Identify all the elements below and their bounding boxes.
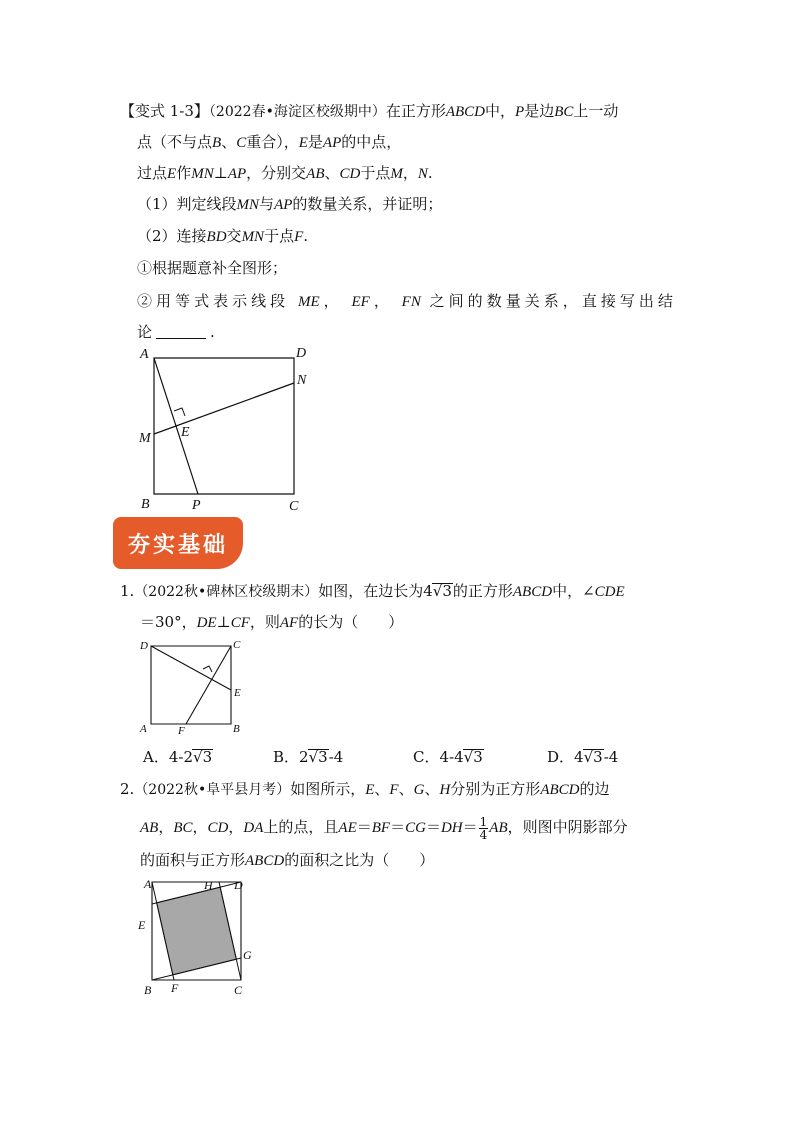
- label-c: C: [289, 499, 299, 514]
- option-b[interactable]: B．2√3-4: [273, 748, 344, 766]
- sqrt-symbol: √3: [432, 582, 452, 600]
- segment-cf: [186, 646, 231, 724]
- label-b-2: B: [144, 983, 152, 997]
- option-c[interactable]: C．4-4√3: [413, 748, 483, 766]
- label-d-1: D: [140, 640, 148, 652]
- problem-2-line-3: 的面积与正方形ABCD的面积之比为（ ）: [140, 851, 435, 869]
- label-g-2: G: [243, 948, 252, 962]
- label-d: D: [296, 346, 307, 361]
- problem-2-line-2: AB，BC，CD，DA上的点，且AE＝BF＝CG＝DH＝ $\frac{1}{4}$ AB，则图中阴影部分: [140, 814, 628, 842]
- variant-line-1: 【变式 1-3】（2022春•海淀区校级期中）在正方形ABCD中，P是边BC上一动: [120, 102, 619, 120]
- problem-1-line-1: 1.（2022秋•碑林区校级期末）如图，在边长为4√3的正方形ABCD中，∠CDE: [120, 582, 625, 600]
- problem-2-number: 2.: [120, 780, 135, 798]
- square-abcd-1: [151, 646, 231, 724]
- label-a-1: A: [140, 723, 147, 735]
- right-angle-mark: [174, 408, 185, 416]
- problem-2-line-1: 2.（2022秋•阜平县月考）如图所示，E、F、G、H分别为正方形ABCD的边: [120, 780, 610, 798]
- variant-source: （2022春•海淀区校级期中）: [208, 104, 386, 120]
- variant-line-3: 过点E作MN⊥AP，分别交AB、CD于点M，N.: [137, 164, 433, 182]
- problem-2-figure: [135, 874, 260, 999]
- label-e-2: E: [138, 918, 146, 932]
- variant-tag: 【变式 1-3】: [120, 102, 209, 120]
- variant-sub-2-cont: 论 .: [137, 323, 215, 341]
- label-p: P: [192, 498, 201, 513]
- option-a[interactable]: A．4-2√3: [143, 748, 213, 766]
- segment-mn: [154, 383, 294, 434]
- segment-de: [151, 646, 231, 690]
- label-d-2: D: [234, 878, 243, 892]
- label-e: E: [181, 425, 190, 440]
- label-n: N: [297, 373, 307, 388]
- variant-sub-1: ①根据题意补全图形；: [137, 259, 288, 277]
- problem-1-number: 1.: [120, 582, 135, 600]
- label-c-1: C: [233, 639, 241, 651]
- label-m: M: [139, 431, 151, 446]
- label-f-1: F: [178, 725, 185, 736]
- fraction-one-quarter: $\frac{1}{4}$: [479, 814, 488, 842]
- variant-question-2: （2）连接BD交MN于点F.: [137, 227, 309, 245]
- label-b: B: [141, 497, 150, 512]
- variant-figure: [130, 340, 320, 520]
- variant-line-2: 点（不与点B、C重合），E是AP的中点，: [137, 133, 402, 151]
- option-d[interactable]: D．4√3-4: [547, 748, 619, 766]
- answer-blank[interactable]: [156, 324, 206, 339]
- label-c-2: C: [234, 983, 243, 997]
- problem-1-line-2: ＝30°，DE⊥CF，则AF的长为（ ）: [140, 613, 404, 631]
- label-f-2: F: [171, 981, 179, 995]
- label-a-2: A: [144, 877, 152, 891]
- section-badge: 夯实基础: [113, 517, 243, 569]
- label-h-2: H: [204, 878, 213, 892]
- label-b-1: B: [233, 723, 240, 735]
- variant-sub-2: ②用等式表示线段 ME， EF， FN 之间的数量关系，直接写出结: [137, 292, 673, 310]
- label-e-1: E: [234, 687, 241, 699]
- variant-question-1: （1）判定线段MN与AP的数量关系，并证明；: [137, 195, 443, 213]
- problem-1-figure: [135, 636, 250, 736]
- right-angle-mark-1: [203, 666, 212, 672]
- label-a: A: [140, 347, 149, 362]
